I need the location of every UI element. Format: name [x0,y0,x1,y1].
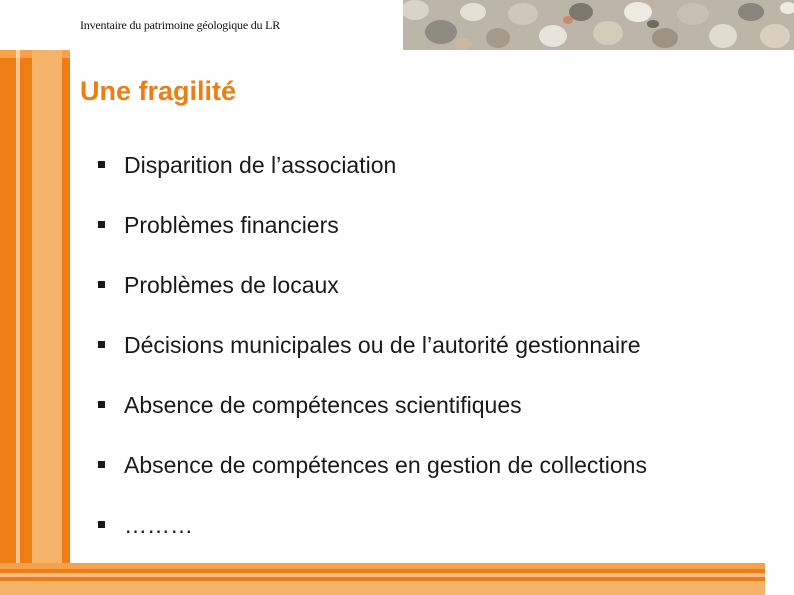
bullet-item [98,267,647,327]
square-bullet-icon [98,341,105,348]
bullet-item [98,387,647,447]
bullet-item [98,207,647,267]
header-caption: Inventaire du patrimoine géologique du LR [80,18,281,32]
square-bullet-icon [98,161,105,168]
bullet-text: Problèmes financiers [124,212,339,238]
bullet-text: Problèmes de locaux [124,272,339,298]
square-bullet-icon [98,401,105,408]
pebbles-photo [403,0,794,50]
bullet-text: Absence de compétences en gestion de collections [124,452,647,478]
square-bullet-icon [98,461,105,468]
bullet-text: Disparition de l’association [124,152,397,178]
square-bullet-icon [98,521,105,528]
slide-title: Une fragilité [80,76,237,106]
bullet-text: Absence de compétences scientifiques [124,392,522,418]
bullet-text: Décisions municipales ou de l’autorité gestionnaire [124,332,641,358]
square-bullet-icon [98,281,105,288]
bottom-accent-band [0,563,765,595]
bullet-item [98,327,647,387]
bullet-list [98,147,647,567]
bullet-text: ……… [124,512,193,538]
slide-header [0,0,794,50]
bullet-item [98,507,647,567]
left-accent-bar [0,50,70,595]
bullet-item [98,147,647,207]
square-bullet-icon [98,221,105,228]
bullet-item [98,447,647,507]
